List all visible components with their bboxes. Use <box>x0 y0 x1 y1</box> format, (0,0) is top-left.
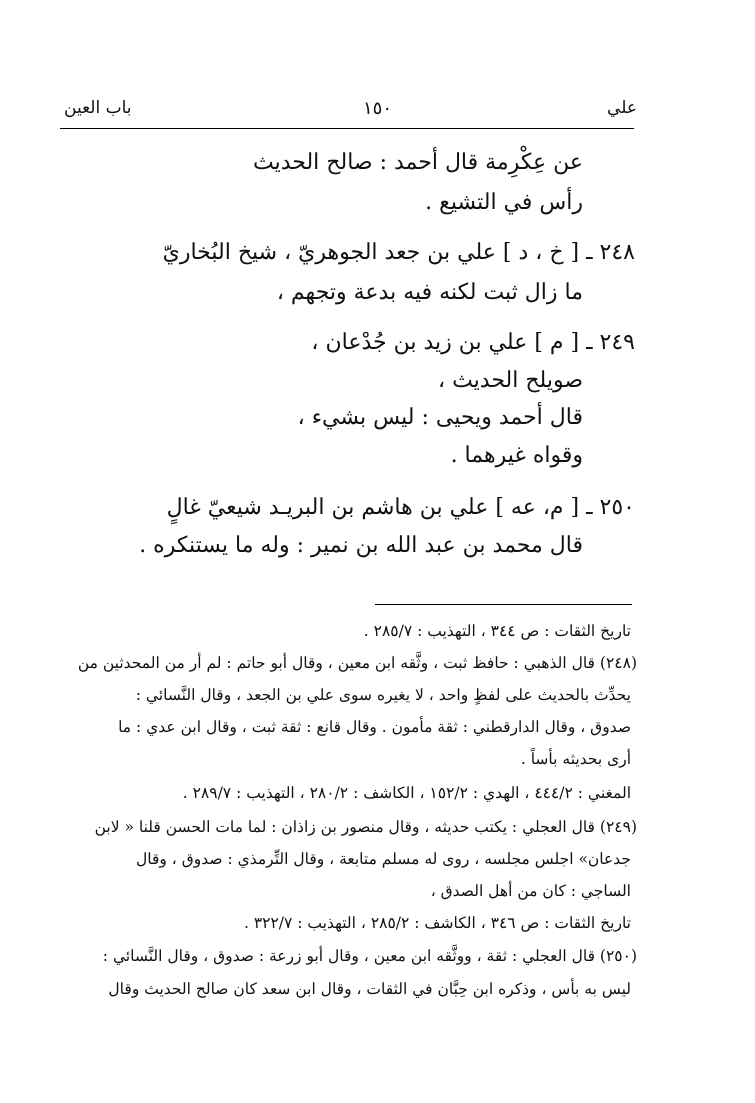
footnote-249: (٢٤٩) قال العجلي : يكتب حديثه ، وقال منصور بن زاذان : لما مات الحسن قلنا « لابن <box>94 818 637 836</box>
footnote-separator <box>375 604 632 605</box>
entry-248-text: ما زال ثبت لكنه فيه بدعة وتجهم ، <box>276 280 583 305</box>
footnote-line: جدعان» اجلس مجلسه ، روى له مسلم متابعة ، وقال التِّرمذي : صدوق ، وقال <box>135 850 631 868</box>
entry-250-text: قال محمد بن عبد الله بن نمير : وله ما يستنكره . <box>139 533 583 558</box>
running-header-chapter-entry: علي <box>607 98 637 118</box>
header-rule <box>60 128 634 129</box>
entry-249-heading: ٢٤٩ ـ [ م ] علي بن زيد بن جُدْعان ، <box>311 330 635 355</box>
footnote-line: المغني : ٤٤٤/٢ ، الهدي : ١٥٢/٢ ، الكاشف : ٢٨٠/٢ ، التهذيب : ٢٨٩/٧ . <box>182 784 631 802</box>
footnote-line: صدوق ، وقال الدارقطني : ثقة مأمون . وقال قانع : ثقة ثبت ، وقال ابن عدي : ما <box>118 718 631 736</box>
running-header-section: باب العين <box>64 98 132 118</box>
footnote-line: يحدِّث بالحديث على لفظٍ واحد ، لا يغيره سوى علي بن الجعد ، وقال النَّسائي : <box>135 686 631 704</box>
footnote-line: أرى بحديثه بأساً . <box>520 750 631 768</box>
page-number: ١٥٠ <box>362 98 392 119</box>
entry-248-heading: ٢٤٨ ـ [ خ ، د ] علي بن جعد الجوهريّ ، شيخ البُخاريّ <box>162 240 635 265</box>
main-line-continuation: عن عِكْرِمة قال أحمد : صالح الحديث <box>253 150 583 175</box>
entry-249-text: قال أحمد ويحيى : ليس بشيء ، <box>297 405 583 430</box>
main-line-continuation: رأس في التشيع . <box>425 190 583 215</box>
footnote-line: الساجي : كان من أهل الصدق ، <box>430 882 631 900</box>
footnote-250: (٢٥٠) قال العجلي : ثقة ، ووثَّقه ابن معين ، وقال أبو زرعة : صدوق ، وقال النَّسائي : <box>102 947 637 965</box>
footnote-line: تاريخ الثقات : ص ٣٤٦ ، الكاشف : ٢٨٥/٢ ، التهذيب : ٣٢٢/٧ . <box>243 914 631 932</box>
footnote-line: ليس به بأس ، وذكره ابن حِبَّان في الثقات ، وقال ابن سعد كان صالح الحديث وقال <box>108 980 631 998</box>
footnote-248: (٢٤٨) قال الذهبي : حافظ ثبت ، وثَّقه ابن معين ، وقال أبو حاتم : لم أر من المحدثين من <box>77 654 637 672</box>
entry-250-heading: ٢٥٠ ـ [ م، عه ] علي بن هاشم بن البريـد شيعيّ غالٍ <box>166 495 635 520</box>
entry-249-text: وقواه غيرهما . <box>450 443 583 468</box>
entry-249-text: صويلح الحديث ، <box>437 368 583 393</box>
footnote-line: تاريخ الثقات : ص ٣٤٤ ، التهذيب : ٢٨٥/٧ . <box>363 622 631 640</box>
